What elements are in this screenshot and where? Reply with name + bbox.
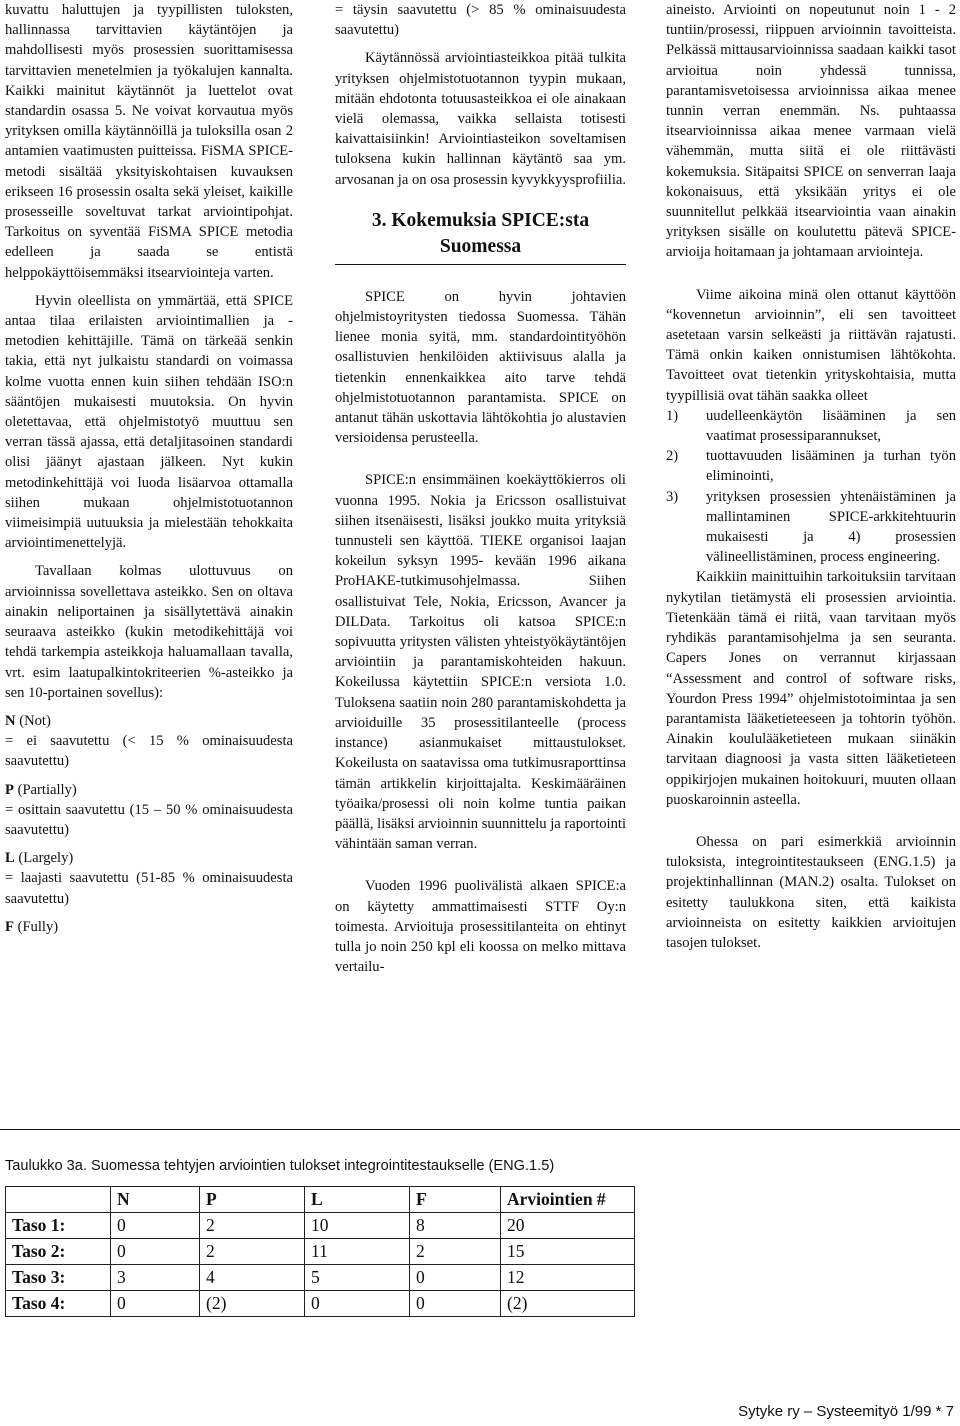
divider <box>0 1129 960 1130</box>
section-heading: 3. Kokemuksia SPICE:sta Suomessa <box>335 208 626 265</box>
table-header-row <box>6 1187 635 1213</box>
list-item: 2) tuottavuuden lisääminen ja turhan työn eliminointi, <box>666 448 956 485</box>
table-row <box>6 1239 635 1265</box>
rating-l-definition: = laajasti saavutettu (51-85 % ominaisuudesta saavutettu) <box>5 870 293 907</box>
text-column-2 <box>335 0 626 977</box>
list-item: 3) yrityksen prosessien yhtenäistäminen ja mallintaminen SPICE-arkkitehtuurin mukaisesti ja 4) prosessien välineellistäminen, process engineering. <box>666 488 956 566</box>
table-cell: 8 <box>410 1213 501 1239</box>
paragraph: Vuoden 1996 puolivälistä alkaen SPICE:a on käytetty ammattimaisesti STTF Oy:n toimesta. Arvioituja prosessitilanteita on ehtinyt tulla jo noin 250 kpl eli koossa on melko mittava vertailu- <box>335 878 626 976</box>
table-row <box>6 1265 635 1291</box>
row-label: Taso 4: <box>6 1291 111 1317</box>
table-cell: 20 <box>501 1213 635 1239</box>
row-label: Taso 3: <box>6 1265 111 1291</box>
table-cell: 11 <box>305 1239 410 1265</box>
table-cell: 2 <box>200 1213 305 1239</box>
table-cell: (2) <box>200 1291 305 1317</box>
table-cell: 4 <box>200 1265 305 1291</box>
header-cell: Arviointien # <box>501 1187 635 1213</box>
paragraph: Viime aikoina minä olen ottanut käyttöön “kovennetun arvioinnin”, eli sen tavoitteet asetetaan varsin selkeästi ja riittävän rajatusti. Tämä onkin kaiken onnistumisen lähtökohta. Tavoitteet ovat tietenkin yrityskohtaisia, mutta tyypillisiä ovat tähän saakka olleet <box>666 286 956 404</box>
paragraph: aineisto. Arviointi on nopeutunut noin 1 - 2 tuntiin/prosessi, riippuen arvioinnin tavoitteista. Pelkässä mittausarvioinnissa saadaan kaikki tasot arvioitua noin yhdessä tunnissa, parantamisvetoisessa arvioinnissa aikaa menee tunnin verran enemmän. Ns. puhtaassa itsearvioinnissa aikaa menee varmaan vielä vähemmän, mutta siitä ei ole riittävästi kokemuksia. Sitäpaitsi SPICE on senverran laaja kokonaisuus, että yksikään yritys ei ole suunnitellut pelkkää itsearviointia vaan ainakin yrityksen sisälle on koulutettu pätevä SPICE-arvioija hoitamaan ja johtamaan arviointeja. <box>666 2 956 261</box>
paragraph: Tavallaan kolmas ulottuvuus on arvioinnissa sovellettava asteikko. Sen on oltava ainakin neliportainen ja sisällytettävä ainakin seuraava asteikko (kukin metodikehittäjä voi tehdä tarkempia asteikkoja haluamallaan tavalla, vrt. esim laatupalkintokriteerien %-asteikko ja sen 10-portainen sovellus): <box>5 563 293 701</box>
table-cell: 0 <box>410 1265 501 1291</box>
page-footer: Sytyke ry – Systeemityö 1/99 * 7 <box>738 1403 954 1420</box>
row-label: Taso 2: <box>6 1239 111 1265</box>
table-caption: Taulukko 3a. Suomessa tehtyjen arviointien tulokset integrointitestaukselle (ENG.1.5) <box>5 1158 555 1174</box>
header-cell <box>6 1187 111 1213</box>
list-item: 1) uudelleenkäytön lisääminen ja sen vaatimat prosessiparannukset, <box>666 407 956 445</box>
rating-n: N (Not) <box>5 712 51 729</box>
table-row <box>6 1291 635 1317</box>
table-cell: 0 <box>111 1291 200 1317</box>
table-cell: 10 <box>305 1213 410 1239</box>
text-column-1 <box>5 0 293 937</box>
table-row <box>6 1213 635 1239</box>
table-cell: 0 <box>111 1213 200 1239</box>
paragraph: SPICE on hyvin johtavien ohjelmistoyritysten tiedossa Suomessa. Tähän lienee monia syitä, mm. standardointityöhön osallistuvien henkilöiden aktiivisuus alalla ja tietenkin ennenkaikkea aito tarve tehdä ohjelmistotuotannon parantamista. SPICE on antanut tähän uskottavia lähtökohtia jo alustavien versioidensa perusteella. <box>335 288 626 447</box>
rating-f-definition: = täysin saavutettu (> 85 % ominaisuudesta saavutettu) <box>335 2 626 39</box>
header-cell: F <box>410 1187 501 1213</box>
table-cell: 2 <box>410 1239 501 1265</box>
header-cell: P <box>200 1187 305 1213</box>
rating-f: F (Fully) <box>5 918 59 935</box>
table-cell: 0 <box>111 1239 200 1265</box>
paragraph: Kaikkiin mainittuihin tarkoituksiin tarvitaan nykytilan tietämystä eli prosessien arviointia. Tietenkään tämä ei riitä, vaan tarvitaan myös ryhdikäs parantamisohjelma ja sen seuranta. Capers Jones on verrannut kirjassaan “Assessment and control of software risks, Yourdon Press 1994” ohjelmistotoimintaa ja sen parantamista lääketieteeseen ja tohtorin työhön. Ainakin koululääketieteen mukaan siinäkin tarvitaan diagnoosi ja vasta sitten lääketieteen oppikirjojen mukainen hoitokuuri, muuten ollaan puoskaroinnin asteella. <box>666 569 956 808</box>
rating-p: P (Partially) <box>5 781 77 798</box>
paragraph: SPICE:n ensimmäinen koekäyttökierros oli vuonna 1995. Nokia ja Ericsson osallistuivat siihen itsenäisesti, lisäksi joukko muita yrityksiä tunnusteli sen käyttöä. TIEKE organisoi laajan kokeilun syksyn 1995- kevään 1996 aikana ProHAKE-tutkimusohjelmassa. Siihen osallistuivat Tele, Nokia, Ericsson, Avancer ja DILData. Tarkoitus oli katsoa SPICE:n sopivuutta yritysten välisten yhteistyökäytäntöjen arviointiin ja parantamiskohteiden hakuun. Kokeilussa käytettiin SPICE:n versiota 1.0. Tuloksena saatiin noin 280 parantamiskohdetta ja arvioiduille 35 prosessitilanteelle (process instance) asianmukaiset mittaustulokset. Kokeilusta on saatavissa oma tutkimusraporttinsa tämän artikkelin kirjoittajalta. Keskimääräinen työaika/prosessi oli noin kolme tuntia paikan päällä, lisäksi arvioinnin suunnittelu ja raportointi vähintään saman verran. <box>335 472 627 853</box>
results-table <box>5 1186 635 1317</box>
table-cell: 0 <box>410 1291 501 1317</box>
table-cell: 12 <box>501 1265 635 1291</box>
text-column-3 <box>666 0 956 953</box>
table-cell: 2 <box>200 1239 305 1265</box>
table-cell: (2) <box>501 1291 635 1317</box>
paragraph: Ohessa on pari esimerkkiä arvioinnin tuloksista, integrointitestaukseen (ENG.1.5) ja projektinhallinnan (MAN.2) osalta. Tulokset on esitetty taulukkona siten, että kaikista arvioinneista on esitetty kaikkien arvioitujen tasojen tulokset. <box>666 833 956 951</box>
rating-n-definition: = ei saavutettu (< 15 % ominaisuudesta saavutettu) <box>5 733 293 770</box>
paragraph: Hyvin oleellista on ymmärtää, että SPICE antaa tilaa erilaisten arviointimallien ja -metodien kehittäjille. Tämä on tärkeää senkin takia, että nyt julkaistu standardi on voimassa kolme vuotta ennen kuin siihen tehdään ISO:n sääntöjen mukaisesti muutoksia. On hyvin oletettavaa, että ohjelmistotyö muuttuu sen verran tässä ajassa, että detaljitasoinen standardi olisi jäänyt ajastaan jälkeen. Nyt kukin metodinkehittäjä voi luoda lisäarvoa ottamalla siihen mukaan ohjelmistotuotannon viimeisimpiä uutuuksia ja mielestään tehokkaita arviointimenettelyjä. <box>5 292 293 552</box>
header-cell: N <box>111 1187 200 1213</box>
goal-list <box>666 406 956 568</box>
rating-p-definition: = osittain saavutettu (15 – 50 % ominaisuudesta saavutettu) <box>5 801 293 838</box>
rating-l: L (Largely) <box>5 850 74 867</box>
table-cell: 3 <box>111 1265 200 1291</box>
paragraph: Käytännössä arviointiasteikkoa pitää tulkita yrityksen ohjelmistotuotannon tyypin mukaan, mitään ehdotonta totuusasteikkoa ei ole ainakaan vielä olemassa, vaikka sellaista totisesti kaivattaisiinkin! Arviointiasteikon soveltamisen tuloksena kukin hallinnan käytäntö saa ym. arvosanan ja on osa prosessin kyvykkyysprofiilia. <box>335 50 627 188</box>
table-cell: 5 <box>305 1265 410 1291</box>
table-cell: 0 <box>305 1291 410 1317</box>
header-cell: L <box>305 1187 410 1213</box>
table-cell: 15 <box>501 1239 635 1265</box>
row-label: Taso 1: <box>6 1213 111 1239</box>
paragraph: kuvattu haluttujen ja tyypillisten tuloksten, hallinnassa tarvittavien käytäntöjen ja mahdollisesti myös prosessien suorittamisessa tarvittavien menetelmien ja työkalujen kannalta. Kaikki mainitut käytännöt ja luettelot ovat standardin osassa 5. Ne voivat korvautua myös yrityksen omilla käytännöillä ja tuloksilla osan 2 antamien vaatimusten puitteissa. FiSMA SPICE-metodi sisältää yksityiskohtaisen kuvauksen erikseen 16 prosessin osalta sekä yleiset, kaikille prosesseille soveltuvat tarkat arviointipohjat. Tarkoitus on syventää FiSMA SPICE metodia edelleen ja saada se entistä helppokäyttöisemmäksi itsearviointeja varten. <box>5 2 293 281</box>
